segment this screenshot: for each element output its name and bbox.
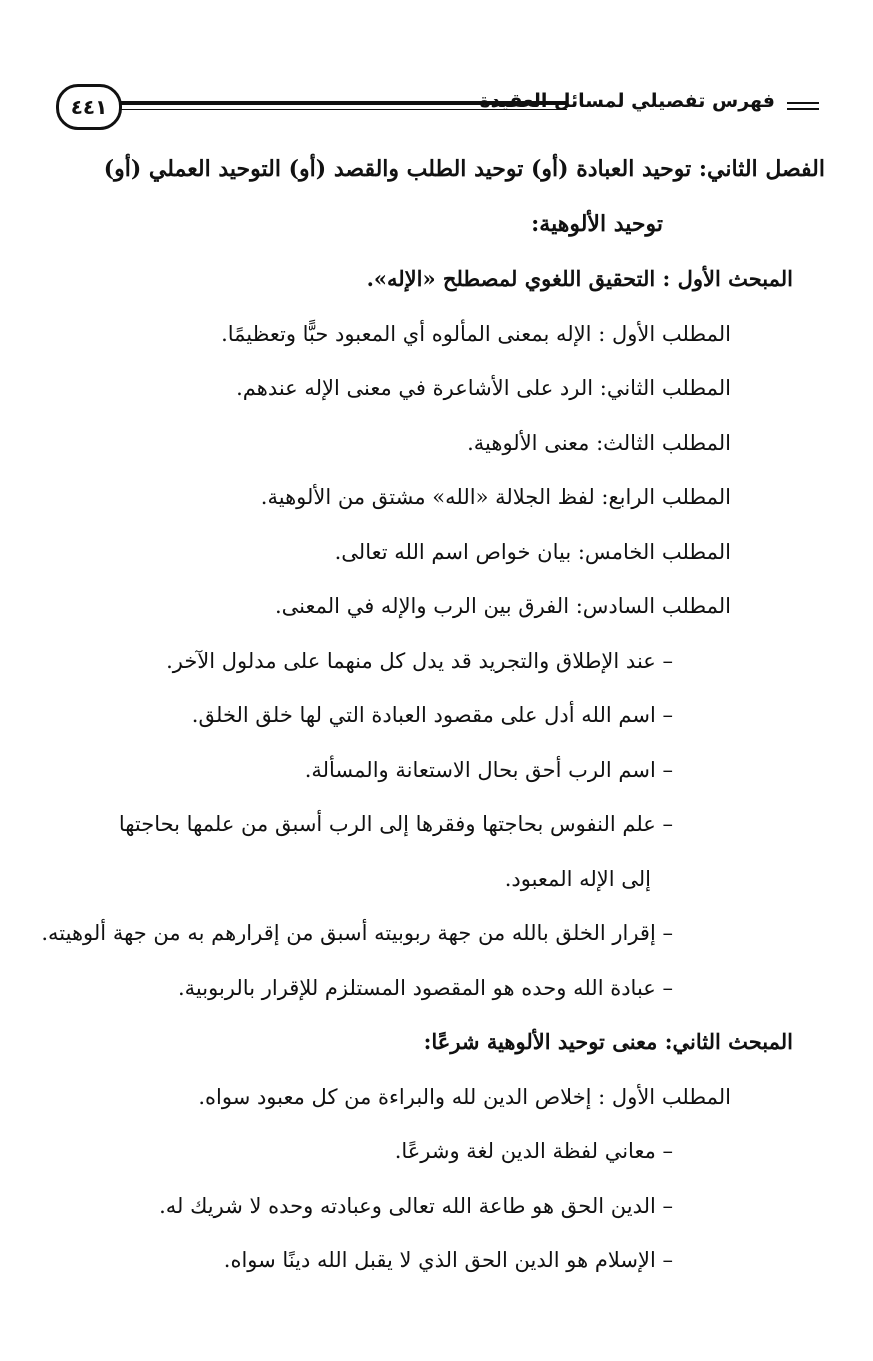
bullet-item-cont: إلى الإله المعبود. <box>504 867 651 891</box>
header-ornament <box>787 108 819 110</box>
bullet-item: – علم النفوس بحاجتها وفقرها إلى الرب أسبق من علمها بحاجتها <box>118 812 673 836</box>
bullet-item: – معاني لفظة الدين لغة وشرعًا. <box>394 1139 673 1163</box>
header-title: فهرس تفصيلي لمسائل العقيدة <box>479 90 775 112</box>
subsection-1-2: المطلب الثاني: الرد على الأشاعرة في معنى الإله عندهم. <box>236 376 731 400</box>
header-ornament <box>787 102 819 104</box>
bullet-item: – إقرار الخلق بالله من جهة ربوبيته أسبق من إقرارهم به من جهة ألوهيته. <box>41 921 673 945</box>
section-heading-1: المبحث الأول : التحقيق اللغوي لمصطلح «الإله». <box>366 266 793 291</box>
bullet-item: – الدين الحق هو طاعة الله تعالى وعبادته وحده لا شريك له. <box>159 1194 673 1218</box>
bullet-item: – عند الإطلاق والتجريد قد يدل كل منهما على مدلول الآخر. <box>166 649 673 673</box>
subsection-1-1: المطلب الأول : الإله بمعنى المألوه أي المعبود حبًّا وتعظيمًا. <box>221 322 731 346</box>
chapter-heading: الفصل الثاني: توحيد العبادة (أو) توحيد الطلب والقصد (أو) التوحيد العملي (أو) <box>103 156 825 182</box>
page-number: ٤٤١ <box>70 95 108 119</box>
bullet-item: – الإسلام هو الدين الحق الذي لا يقبل الله دينًا سواه. <box>223 1248 673 1272</box>
subsection-2-1: المطلب الأول : إخلاص الدين لله والبراءة من كل معبود سواه. <box>198 1085 731 1109</box>
subsection-1-3: المطلب الثالث: معنى الألوهية. <box>467 431 731 455</box>
subsection-1-4: المطلب الرابع: لفظ الجلالة «الله» مشتق من الألوهية. <box>260 485 731 509</box>
bullet-item: – عبادة الله وحده هو المقصود المستلزم للإقرار بالربوبية. <box>178 976 673 1000</box>
chapter-heading-cont: توحيد الألوهية: <box>531 211 663 237</box>
section-heading-2: المبحث الثاني: معنى توحيد الألوهية شرعًا: <box>423 1029 793 1054</box>
bullet-item: – اسم الله أدل على مقصود العبادة التي لها خلق الخلق. <box>191 703 673 727</box>
subsection-1-5: المطلب الخامس: بيان خواص اسم الله تعالى. <box>334 540 731 564</box>
running-header <box>50 80 825 136</box>
subsection-1-6: المطلب السادس: الفرق بين الرب والإله في المعنى. <box>275 594 731 618</box>
page-number-badge <box>56 84 122 130</box>
bullet-item: – اسم الرب أحق بحال الاستعانة والمسألة. <box>304 758 673 782</box>
